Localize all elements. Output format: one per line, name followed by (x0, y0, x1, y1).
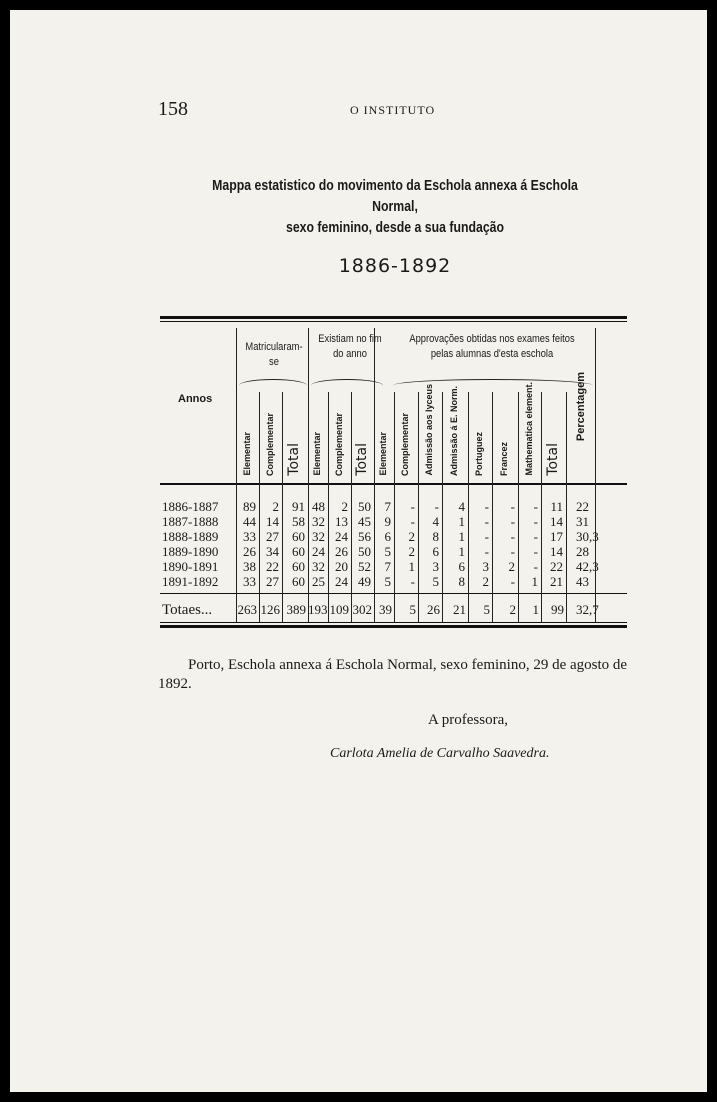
top-rule (160, 316, 627, 319)
table-cell: 9 (384, 514, 391, 529)
brace-existiam (311, 379, 383, 392)
table-cell: 27 (266, 574, 279, 589)
table-cell: 5 (432, 574, 439, 589)
table-cell: 24 (335, 574, 348, 589)
totals-bottom-rule (160, 622, 627, 623)
group-approvacoes-line-2: pelas alumnas d'esta eschola (430, 348, 554, 360)
totals-cell: 2 (509, 602, 516, 617)
table-cell: 2 (408, 544, 415, 559)
column-header: Total (544, 443, 561, 476)
table-cell: 1 (458, 544, 465, 559)
table-cell: - (484, 529, 489, 544)
table-cell: 2 (508, 559, 515, 574)
totals-cell: 26 (427, 602, 440, 617)
table-cell: - (410, 499, 415, 514)
table-cell: 60 (292, 529, 305, 544)
table-cell: 45 (358, 514, 371, 529)
top-rule-thin (160, 321, 627, 322)
totals-cell: 109 (329, 602, 349, 617)
bottom-rule (160, 625, 627, 628)
row-year: 1889-1890 (162, 544, 219, 559)
table-cell: 1 (458, 529, 465, 544)
table-cell: 27 (266, 529, 279, 544)
table-cell: 4 (432, 514, 439, 529)
column-divider (595, 328, 596, 622)
table-cell: 5 (384, 544, 391, 559)
brace-approvacoes (393, 379, 593, 392)
table-cell: 33 (243, 574, 256, 589)
table-cell: - (484, 514, 489, 529)
table-cell: 22 (550, 559, 563, 574)
table-cell: - (510, 499, 515, 514)
running-header: O INSTITUTO (350, 103, 436, 117)
table-cell: 32 (312, 529, 325, 544)
row-year: 1891-1892 (162, 574, 219, 589)
totals-cell: 1 (532, 602, 539, 617)
professor-label: A professora, (428, 712, 508, 728)
title-line-1: Mappa estatistico do movimento da Eschola annexa á Eschola Normal, (212, 177, 578, 215)
totals-cell: 32,7 (576, 602, 599, 617)
table-cell: 17 (550, 529, 563, 544)
table-cell: 6 (432, 544, 439, 559)
table-cell: 2 (408, 529, 415, 544)
footer-paragraph: Porto, Eschola annexa á Eschola Normal, sexo feminino, 29 de agosto de 1892. (158, 657, 628, 692)
row-year: 1888-1889 (162, 529, 219, 544)
group-matricularam: Matricularam-se (245, 341, 303, 368)
table-cell: - (533, 529, 538, 544)
table-cell: 8 (458, 574, 465, 589)
table-cell: - (410, 574, 415, 589)
column-header: Mathematica element. (523, 382, 534, 476)
table-cell: 7 (384, 559, 391, 574)
table-cell: 5 (384, 574, 391, 589)
group-existiam-line-2: do anno (333, 348, 367, 360)
column-header: Total (286, 443, 302, 476)
table-cell: 31 (576, 514, 589, 529)
annos-header: Annos (178, 393, 213, 405)
table-cell: - (533, 514, 538, 529)
brace-matricularam (239, 379, 307, 392)
table-cell: 34 (266, 544, 279, 559)
table-cell: - (533, 544, 538, 559)
title-line-2: sexo feminino, desde a sua fundação (285, 219, 505, 236)
table-cell: 8 (432, 529, 439, 544)
table-cell: 50 (358, 544, 371, 559)
totals-cell: 302 (352, 602, 372, 617)
column-header: Elementar (241, 432, 252, 476)
column-header: Elementar (312, 432, 322, 476)
years-range: 1886-1892 (338, 255, 452, 277)
totals-cell: 99 (551, 602, 564, 617)
table-cell: - (510, 529, 515, 544)
page-number: 158 (158, 98, 188, 120)
totals-cell: 126 (260, 602, 280, 617)
table-cell: 4 (458, 499, 465, 514)
table-cell: 22 (576, 499, 589, 514)
totals-cell: 21 (453, 602, 466, 617)
table-cell: - (510, 544, 515, 559)
table-cell: - (434, 499, 439, 514)
table-cell: 42,3 (576, 559, 599, 574)
table-cell: 60 (292, 574, 305, 589)
column-header: Total (353, 443, 370, 476)
column-header: Portuguez (474, 432, 484, 476)
column-header: Percentagem (574, 372, 587, 442)
table-cell: - (484, 544, 489, 559)
totals-cell: 263 (237, 602, 257, 617)
row-year: 1887-1888 (162, 514, 219, 529)
table-cell: 52 (358, 559, 371, 574)
table-cell: 56 (358, 529, 371, 544)
table-cell: 33 (243, 529, 256, 544)
table-cell: 60 (292, 559, 305, 574)
table-cell: 2 (272, 499, 279, 514)
group-existiam (316, 332, 384, 362)
totals-cell: 5 (483, 602, 490, 617)
column-header: Complementar (264, 412, 275, 476)
table-cell: 43 (576, 574, 589, 589)
table-cell: 2 (482, 574, 489, 589)
totals-label: Totaes... (162, 602, 213, 618)
signature: Carlota Amelia de Carvalho Saavedra. (330, 746, 550, 761)
column-header: Elementar (378, 432, 388, 476)
row-year: 1886-1887 (162, 499, 219, 514)
table-cell: 91 (292, 499, 305, 514)
table-cell: 32 (312, 514, 325, 529)
totals-cell: 5 (409, 602, 416, 617)
table-cell: 3 (482, 559, 489, 574)
group-existiam-line-1: Existiam no fim (318, 333, 382, 345)
column-header: Complementar (333, 412, 344, 476)
column-header: Complementar (400, 412, 410, 476)
table-cell: 7 (384, 499, 391, 514)
table-cell: - (510, 574, 515, 589)
table-cell: - (410, 514, 415, 529)
table-cell: 49 (358, 574, 371, 589)
table-cell: 48 (312, 499, 325, 514)
table-cell: 28 (576, 544, 589, 559)
table-cell: - (510, 514, 515, 529)
group-approvacoes (395, 332, 589, 362)
table-cell: 22 (266, 559, 279, 574)
table-cell: 11 (550, 499, 563, 514)
table-cell: 20 (335, 559, 348, 574)
totals-cell: 389 (286, 602, 306, 617)
table-cell: 14 (266, 514, 279, 529)
table-cell: 1 (531, 574, 538, 589)
totals-cell: 193 (308, 602, 328, 617)
totals-cell: 39 (379, 602, 392, 617)
table-cell: 1 (458, 514, 465, 529)
table-cell: 14 (550, 514, 563, 529)
column-header: Admissão aos lyceus (424, 384, 434, 476)
group-approvacoes-line-1: Approvações obtidas nos exames feitos (409, 333, 575, 345)
table-cell: 89 (243, 499, 256, 514)
table-cell: 13 (335, 514, 348, 529)
table-cell: - (533, 559, 538, 574)
table-cell: 32 (312, 559, 325, 574)
table-cell: 26 (335, 544, 348, 559)
column-header: Admissão á E. Norm. (449, 385, 459, 476)
table-title (202, 175, 587, 238)
table-cell: - (484, 499, 489, 514)
table-cell: 25 (312, 574, 325, 589)
column-divider (566, 392, 567, 622)
table-cell: 24 (312, 544, 325, 559)
table-cell: 2 (341, 499, 348, 514)
table-cell: 30,3 (576, 529, 599, 544)
table-cell: - (533, 499, 538, 514)
table-cell: 26 (243, 544, 256, 559)
table-cell: 3 (432, 559, 439, 574)
table-cell: 6 (384, 529, 391, 544)
table-cell: 14 (550, 544, 563, 559)
document-page (10, 10, 707, 1092)
table-cell: 38 (243, 559, 256, 574)
table-cell: 58 (292, 514, 305, 529)
table-cell: 6 (458, 559, 465, 574)
table-cell: 21 (550, 574, 563, 589)
table-cell: 44 (243, 514, 256, 529)
column-header: Francez (499, 441, 509, 476)
table-cell: 50 (358, 499, 371, 514)
table-cell: 1 (408, 559, 415, 574)
row-year: 1890-1891 (162, 559, 219, 574)
table-cell: 60 (292, 544, 305, 559)
table-cell: 24 (335, 529, 348, 544)
